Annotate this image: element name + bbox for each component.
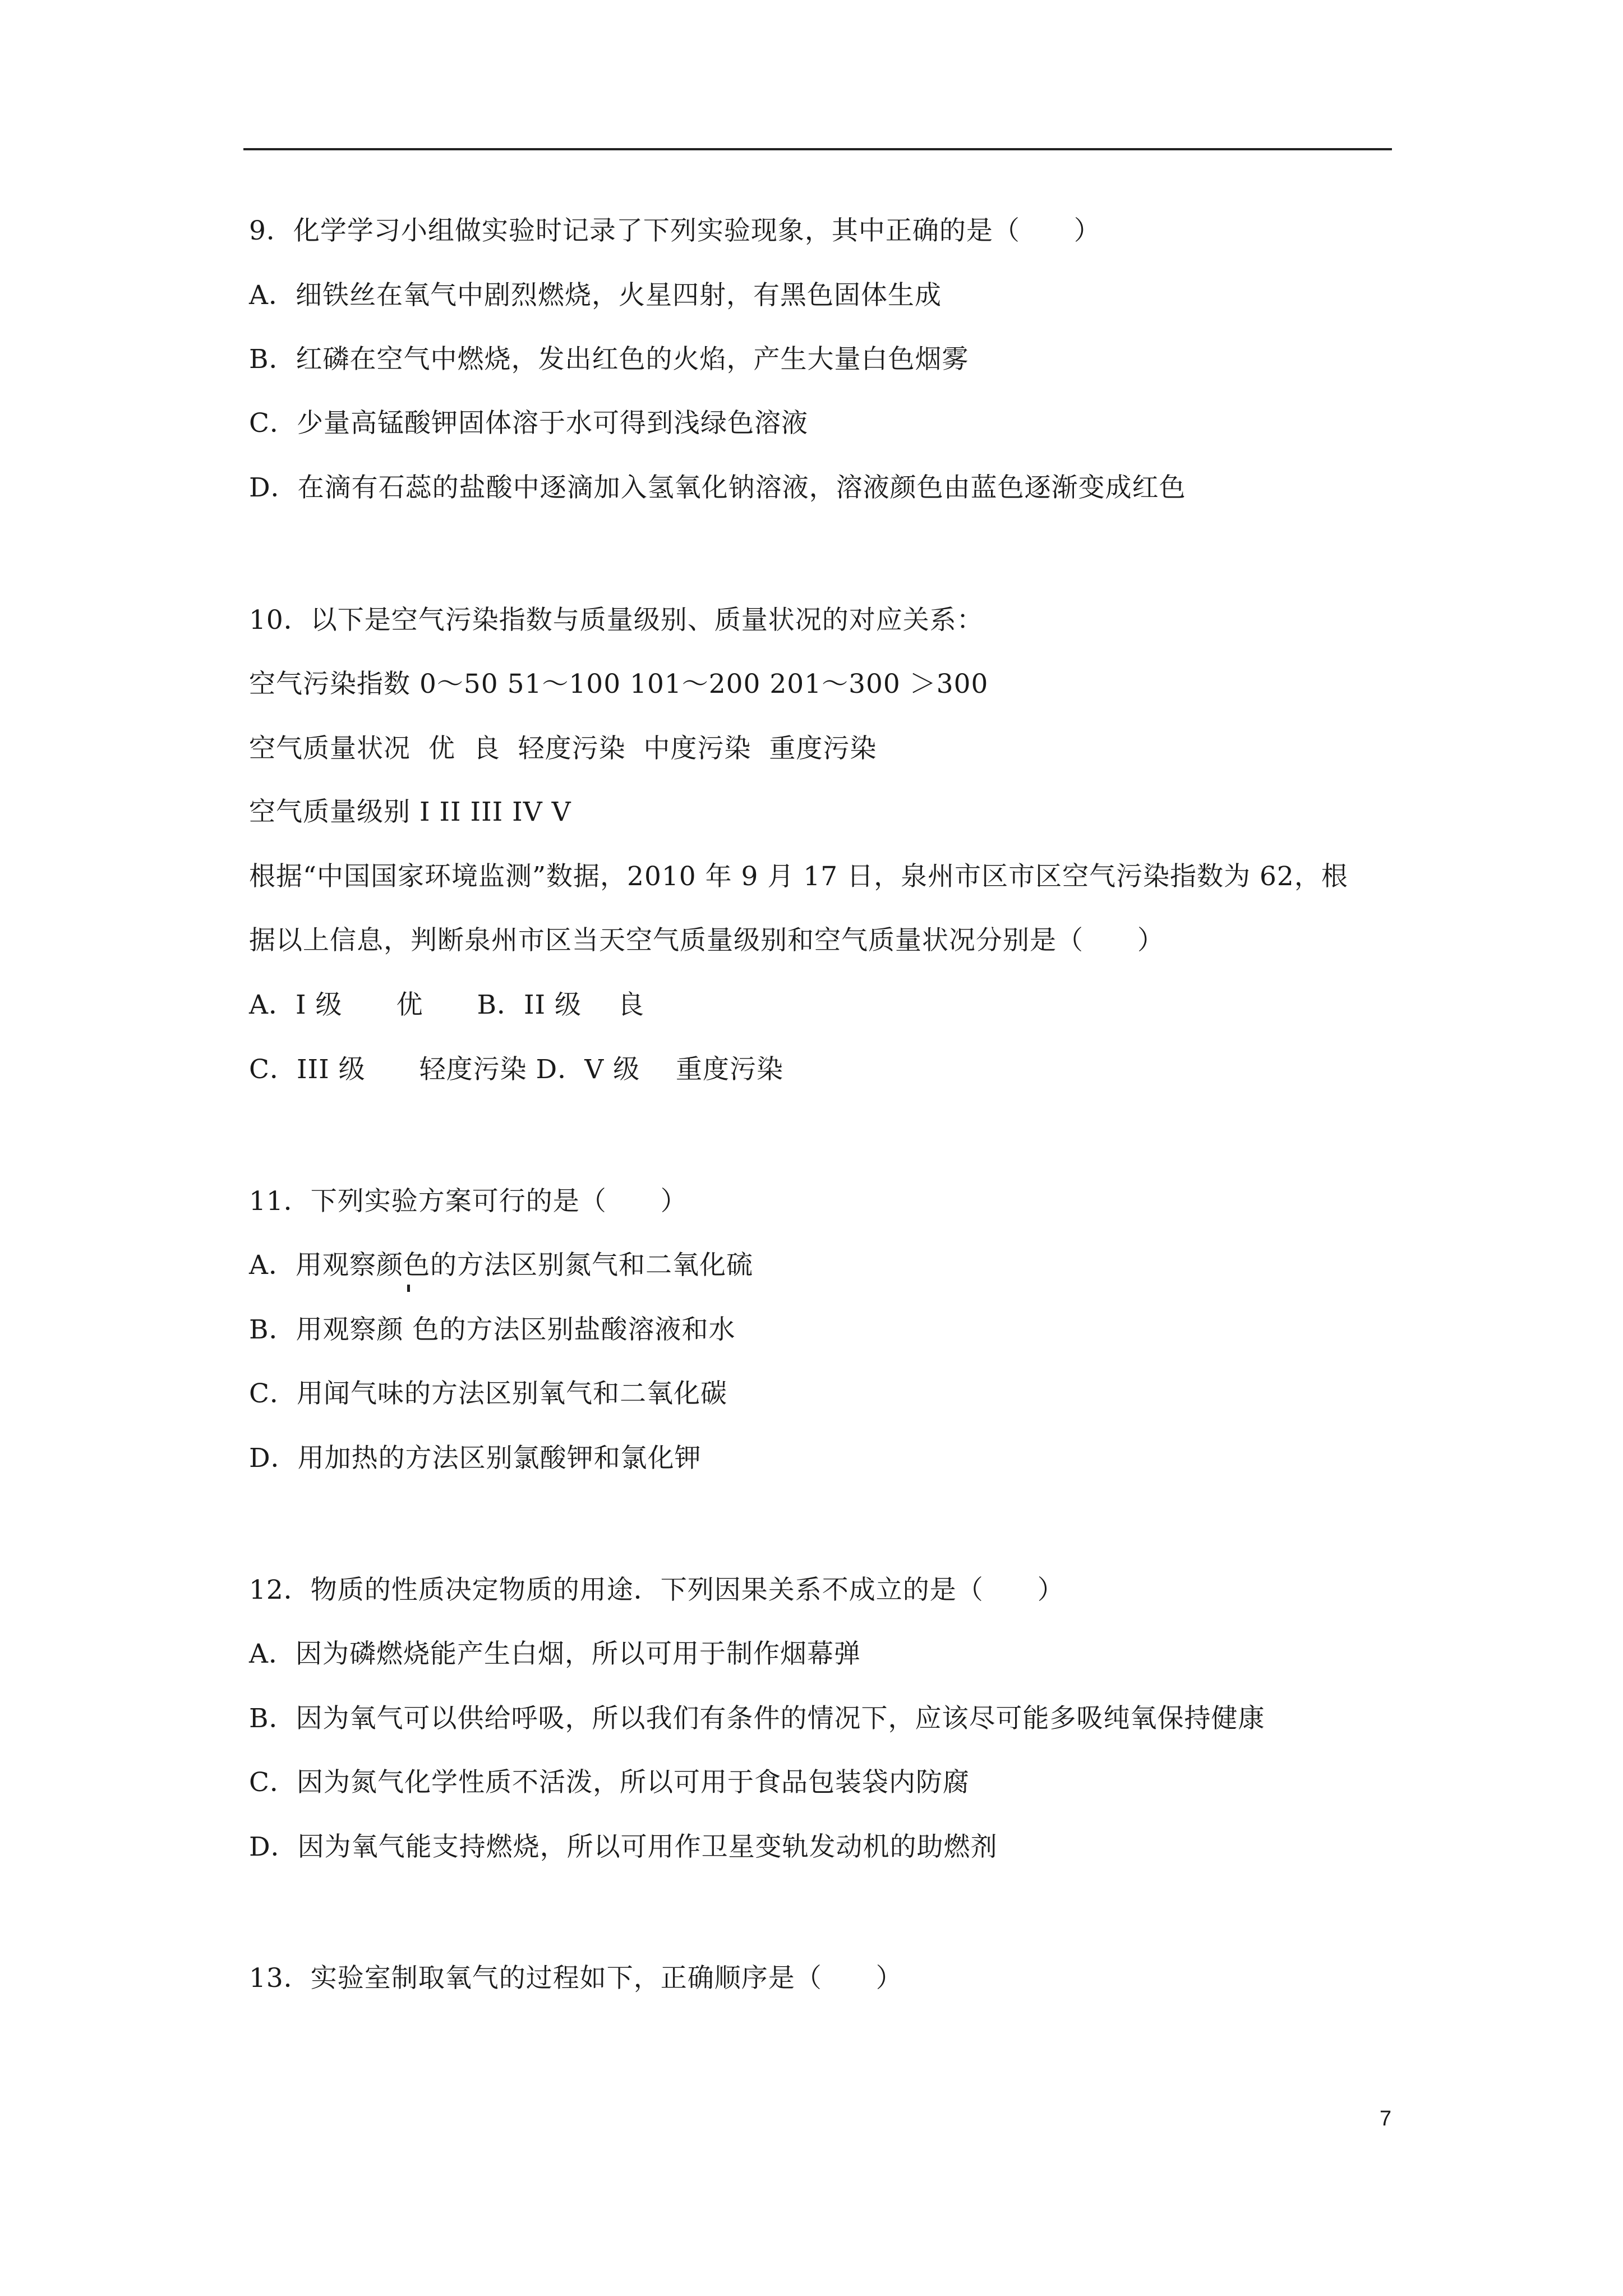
q13-stem: 13．实验室制取氧气的过程如下，正确顺序是（ ） [249, 1963, 903, 1994]
q10-context-2: 据以上信息，判断泉州市区当天空气质量级别和空气质量状况分别是（ ） [249, 925, 1164, 956]
q10-options-ab: A．I 级 优 B．II 级 良 [249, 990, 644, 1020]
q9-option-a: A．细铁丝在氧气中剧烈燃烧，火星四射，有黑色固体生成 [249, 280, 942, 311]
q11-option-c: C．用闻气味的方法区别氧气和二氧化碳 [249, 1378, 727, 1409]
q10-row-level: 空气质量级别 I II III IV V [249, 797, 571, 827]
q10-options-cd: C．III 级 轻度污染 D．V 级 重度污染 [249, 1054, 784, 1085]
q11-stem: 11．下列实验方案可行的是（ ） [249, 1186, 688, 1217]
q9-option-b: B．红磷在空气中燃烧，发出红色的火焰，产生大量白色烟雾 [249, 344, 969, 375]
q12-option-a: A．因为磷燃烧能产生白烟，所以可用于制作烟幕弹 [249, 1639, 861, 1669]
header-rule [243, 148, 1392, 150]
q9-stem: 9．化学学习小组做实验时记录了下列实验现象，其中正确的是（ ） [249, 215, 1101, 246]
q9-option-c: C．少量高锰酸钾固体溶于水可得到浅绿色溶液 [249, 408, 808, 439]
q11-option-a: A．用观察颜色的方法区别氮气和二氧化硫 [249, 1250, 753, 1281]
q10-row-index: 空气污染指数 0～50 51～100 101～200 201～300 ＞300 [249, 669, 989, 700]
stray-ink-mark [407, 1285, 410, 1292]
page-number: 7 [1380, 2107, 1392, 2131]
q9-option-d: D．在滴有石蕊的盐酸中逐滴加入氢氧化钠溶液，溶液颜色由蓝色逐渐变成红色 [249, 472, 1186, 503]
q12-option-c: C．因为氮气化学性质不活泼，所以可用于食品包装袋内防腐 [249, 1767, 970, 1798]
q10-row-status: 空气质量状况 优 良 轻度污染 中度污染 重度污染 [249, 733, 877, 764]
q12-option-d: D．因为氧气能支持燃烧，所以可用作卫星变轨发动机的助燃剂 [249, 1832, 998, 1862]
q12-stem: 12．物质的性质决定物质的用途．下列因果关系不成立的是（ ） [249, 1575, 1064, 1605]
q11-option-b: B．用观察颜 色的方法区别盐酸溶液和水 [249, 1314, 736, 1345]
q10-context-1: 根据“中国国家环境监测”数据，2010 年 9 月 17 日，泉州市区市区空气污染指数为 62，根 [249, 861, 1348, 892]
q11-option-d: D．用加热的方法区别氯酸钾和氯化钾 [249, 1443, 702, 1474]
q12-option-b: B．因为氧气可以供给呼吸，所以我们有条件的情况下，应该尽可能多吸纯氧保持健康 [249, 1703, 1265, 1734]
q10-stem: 10．以下是空气污染指数与质量级别、质量状况的对应关系： [249, 605, 984, 636]
